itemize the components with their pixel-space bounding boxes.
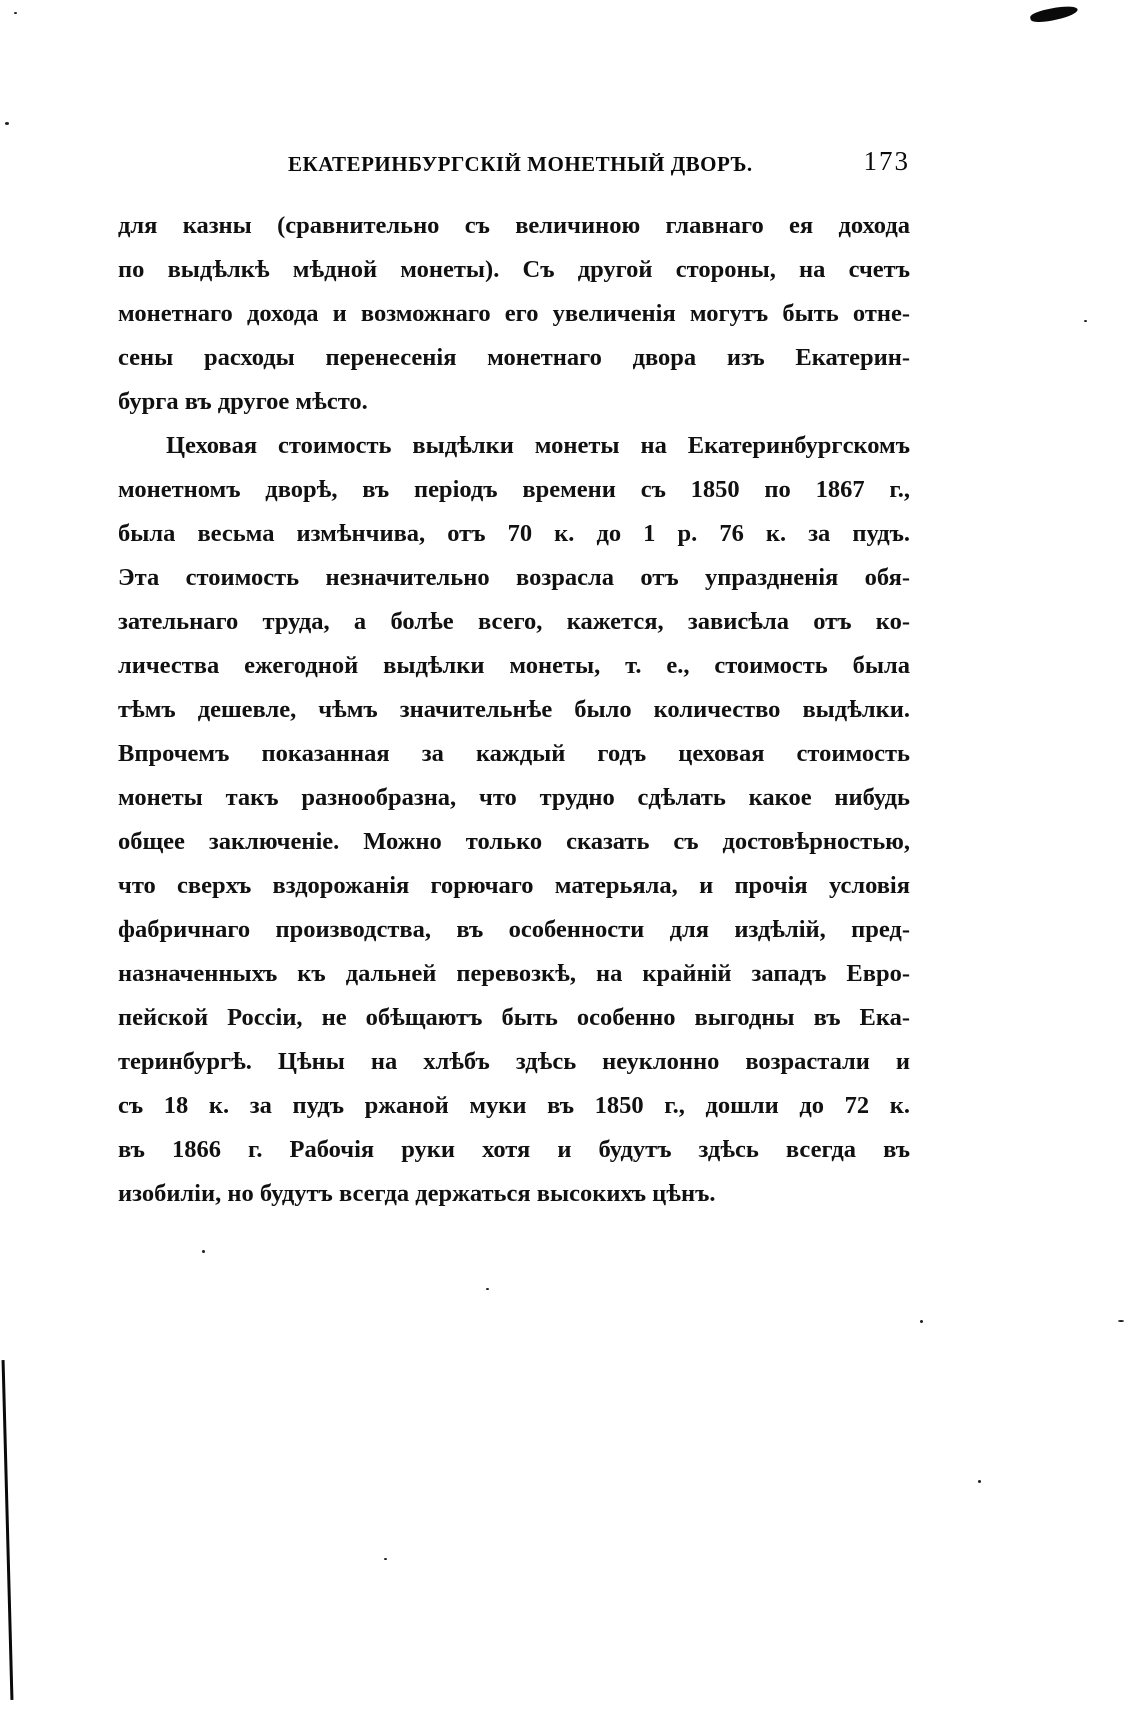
running-title: ЕКАТЕРИНБУРГСКІЙ МОНЕТНЫЙ ДВОРЪ. bbox=[288, 152, 753, 176]
text-line: монетномъ дворѣ, въ періодъ времени съ 1850 по 1867 г., bbox=[118, 476, 910, 503]
text-line: монетнаго дохода и возможнаго его увеличенія могутъ быть отне- bbox=[118, 300, 910, 327]
running-head bbox=[118, 146, 910, 180]
text-line: фабричнаго производства, въ особенности для издѣлій, пред- bbox=[118, 916, 910, 943]
scan-edge-left bbox=[2, 1360, 14, 1700]
text-line: личества ежегодной выдѣлки монеты, т. е., стоимость была bbox=[118, 652, 910, 679]
text-line: Цеховая стоимость выдѣлки монеты на Екатеринбургскомъ bbox=[166, 432, 910, 459]
text-line: теринбургѣ. Цѣны на хлѣбъ здѣсь неуклонно возрастали и bbox=[118, 1048, 910, 1075]
scan-speck bbox=[202, 1250, 205, 1253]
scan-speck bbox=[384, 1558, 387, 1560]
paragraph-1 bbox=[118, 204, 910, 424]
text-line: тѣмъ дешевле, чѣмъ значительнѣе было количество выдѣлки. bbox=[118, 696, 910, 723]
scan-speck bbox=[1084, 320, 1087, 322]
text-line: по выдѣлкѣ мѣдной монеты). Съ другой стороны, на счетъ bbox=[118, 256, 910, 283]
text-line: изобиліи, но будутъ всегда держаться высокихъ цѣнъ. bbox=[118, 1180, 716, 1207]
scan-speck bbox=[5, 122, 9, 125]
page-number: 173 bbox=[863, 146, 910, 176]
text-line: съ 18 к. за пудъ ржаной муки въ 1850 г., дошли до 72 к. bbox=[118, 1092, 910, 1119]
scan-speck bbox=[920, 1320, 923, 1323]
text-line: для казны (сравнительно съ величиною главнаго ея дохода bbox=[118, 212, 910, 239]
scan-mark-top-right bbox=[1029, 3, 1078, 25]
text-line: Впрочемъ показанная за каждый годъ цеховая стоимость bbox=[118, 740, 910, 767]
body-text bbox=[118, 204, 910, 1216]
scan-speck bbox=[978, 1480, 981, 1483]
text-line: зательнаго труда, а болѣе всего, кажется, зависѣла отъ ко- bbox=[118, 608, 910, 635]
text-line: общее заключеніе. Можно только сказать съ достовѣрностью, bbox=[118, 828, 910, 855]
text-line: бурга въ другое мѣсто. bbox=[118, 388, 368, 415]
paragraph-2 bbox=[118, 424, 910, 1216]
text-line: въ 1866 г. Рабочія руки хотя и будутъ здѣсь всегда въ bbox=[118, 1136, 910, 1163]
text-line: назначенныхъ къ дальней перевозкѣ, на крайній западъ Евро- bbox=[118, 960, 910, 987]
scan-speck bbox=[486, 1288, 489, 1290]
text-line: пейской Россіи, не обѣщаютъ быть особенно выгодны въ Ека- bbox=[118, 1004, 910, 1031]
text-line: что сверхъ вздорожанія горючаго матерьяла, и прочія условія bbox=[118, 872, 910, 899]
text-line: Эта стоимость незначительно возрасла отъ упраздненія обя- bbox=[118, 564, 910, 591]
scan-speck bbox=[1118, 1320, 1124, 1322]
text-line: была весьма измѣнчива, отъ 70 к. до 1 р. 76 к. за пудъ. bbox=[118, 520, 910, 547]
text-line: сены расходы перенесенія монетнаго двора изъ Екатерин- bbox=[118, 344, 910, 371]
scan-speck bbox=[14, 12, 17, 14]
text-line: монеты такъ разнообразна, что трудно сдѣлать какое нибудь bbox=[118, 784, 910, 811]
